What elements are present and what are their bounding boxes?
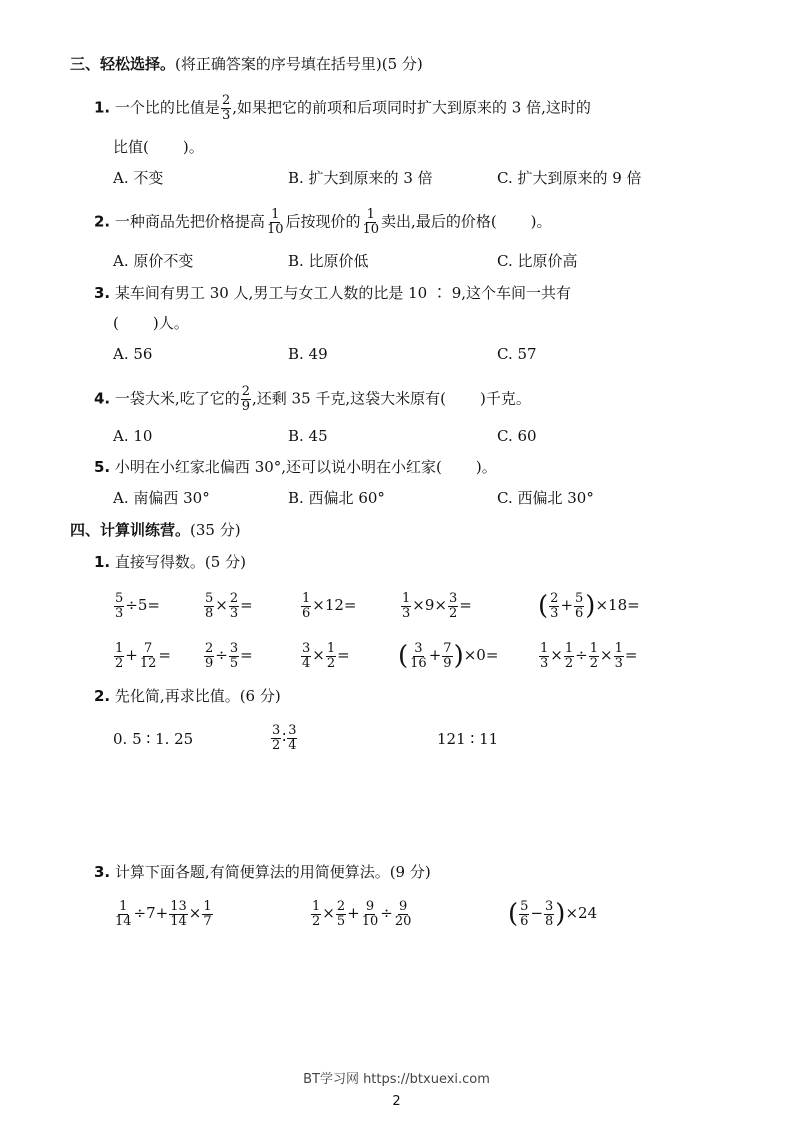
question-number: 3. xyxy=(94,863,111,881)
question-text: )千克。 xyxy=(480,389,531,408)
ratio-expression-3: 121 ∶ 11 xyxy=(437,730,499,748)
question-number: 3. xyxy=(94,284,111,302)
option-b: B. 西偏北 60° xyxy=(288,489,385,507)
question-text: )。 xyxy=(475,458,497,476)
expression: $\frac{1}{3}$ × $\frac{1}{2}$ ÷ $\frac{1}{2}$ × $\frac{1}{3}$ = xyxy=(540,640,638,671)
option-b: B. 扩大到原来的 3 倍 xyxy=(288,169,433,187)
question-text: 卖出,最后的价格( xyxy=(381,212,497,231)
question-text: )。 xyxy=(530,212,552,231)
option-a: A. 原价不变 xyxy=(113,252,194,270)
question-5 xyxy=(94,457,497,477)
expression: $\frac{1}{2}$ × $\frac{2}{5}$ + $\frac{9}{10}$ ÷ $\frac{9}{20}$ xyxy=(312,898,412,929)
question-3-cont xyxy=(113,313,189,333)
question-text: )。 xyxy=(182,138,204,156)
fraction: $\frac{1}{10}$ xyxy=(362,207,380,237)
expression: ( $\frac{3}{16}$ + $\frac{7}{9}$ )×0= xyxy=(398,640,499,671)
expression: $\frac{1}{6}$ ×12= xyxy=(302,590,357,621)
option-a: A. 10 xyxy=(113,427,153,445)
section4-note: (35 分) xyxy=(190,521,241,539)
option-b: B. 45 xyxy=(288,427,328,445)
option-a: A. 南偏西 30° xyxy=(113,489,210,507)
question-text: 一袋大米,吃了它的 xyxy=(114,389,240,408)
section3-note: (将正确答案的序号填在括号里)(5 分) xyxy=(175,55,423,73)
expression: $\frac{5}{8}$ × $\frac{2}{3}$ = xyxy=(205,590,253,621)
question-1 xyxy=(94,94,591,123)
question-number: 5. xyxy=(94,458,111,476)
ratio-expression-1: 0. 5 ∶ 1. 25 xyxy=(113,730,194,748)
expression: $\frac{5}{3}$ ÷5= xyxy=(115,590,160,621)
section4-heading: 四、计算训练营。 xyxy=(70,521,191,539)
option-c: C. 扩大到原来的 9 倍 xyxy=(497,169,642,187)
question-text: 一种商品先把价格提高 xyxy=(114,212,265,231)
section3-heading: 三、轻松选择。 xyxy=(70,55,176,73)
expression: $\frac{1}{3}$ ×9× $\frac{3}{2}$ = xyxy=(402,590,472,621)
ratio-expression-2: $\frac{3}{2}$ ∶ $\frac{3}{4}$ xyxy=(272,722,297,753)
option-a: A. 56 xyxy=(113,345,153,363)
question-3 xyxy=(94,283,571,303)
part-3-title xyxy=(94,862,431,882)
option-c: C. 60 xyxy=(497,427,537,445)
fraction: $\frac{1}{10}$ xyxy=(266,207,284,237)
question-2 xyxy=(94,208,552,237)
question-text: )人。 xyxy=(152,314,189,332)
question-1-cont xyxy=(113,137,204,157)
option-c: C. 比原价高 xyxy=(497,252,578,270)
question-4 xyxy=(94,385,531,414)
fraction: $\frac{2}{3}$ xyxy=(221,93,231,123)
expression: ( $\frac{5}{6}$ − $\frac{3}{8}$ )×24 xyxy=(508,898,598,929)
expression: $\frac{3}{4}$ × $\frac{1}{2}$ = xyxy=(302,640,350,671)
question-number: 1. xyxy=(94,553,111,571)
option-c: C. 西偏北 30° xyxy=(497,489,594,507)
expression: $\frac{1}{2}$ + $\frac{7}{12}$ = xyxy=(115,640,171,671)
question-number: 2. xyxy=(94,687,111,705)
question-text: 小明在小红家北偏西 30°,还可以说小明在小红家( xyxy=(114,458,442,476)
question-text: 计算下面各题,有简便算法的用简便算法。(9 分) xyxy=(114,863,431,881)
option-a: A. 不变 xyxy=(113,169,164,187)
question-number: 2. xyxy=(94,212,111,231)
option-c: C. 57 xyxy=(497,345,537,363)
fraction: $\frac{2}{9}$ xyxy=(241,384,250,414)
question-text: 后按现价的 xyxy=(285,212,361,231)
section4-title xyxy=(70,520,241,540)
part-1-title xyxy=(94,552,246,572)
question-text: 某车间有男工 30 人,男工与女工人数的比是 10 ∶ 9,这个车间一共有 xyxy=(114,284,572,302)
question-number: 4. xyxy=(94,389,111,408)
question-text: 先化简,再求比值。(6 分) xyxy=(114,687,281,705)
question-text: ,如果把它的前项和后项同时扩大到原来的 3 倍,这时的 xyxy=(232,98,591,117)
question-text: 一个比的比值是 xyxy=(114,98,220,117)
expression: ( $\frac{2}{3}$ + $\frac{5}{6}$ )×18= xyxy=(538,590,640,621)
section3-title xyxy=(70,54,423,74)
question-number: 1. xyxy=(94,98,111,117)
question-text: ( xyxy=(113,314,119,332)
option-b: B. 比原价低 xyxy=(288,252,369,270)
expression: $\frac{2}{9}$ ÷ $\frac{3}{5}$ = xyxy=(205,640,253,671)
part-2-title xyxy=(94,686,281,706)
expression: $\frac{1}{14}$ ÷7+ $\frac{13}{14}$ × $\frac{1}{7}$ xyxy=(115,898,212,929)
page-number: 2 xyxy=(392,1094,401,1109)
question-text: ,还剩 35 千克,这袋大米原有( xyxy=(251,389,446,408)
footer-site: BT学习网 https://btxuexi.com xyxy=(303,1072,490,1087)
option-b: B. 49 xyxy=(288,345,328,363)
question-text: 比值( xyxy=(113,138,149,156)
question-text: 直接写得数。(5 分) xyxy=(114,553,246,571)
